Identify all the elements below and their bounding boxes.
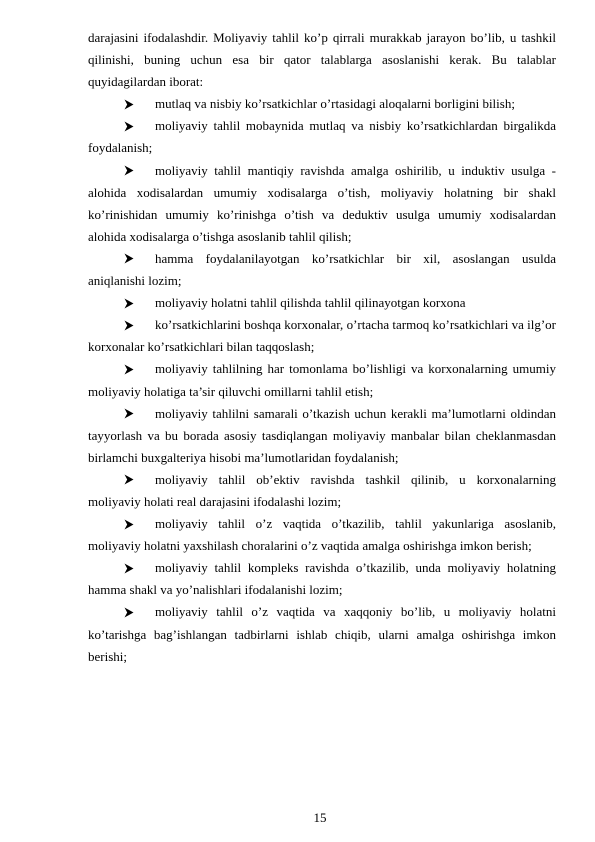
intro-paragraph: darajasini ifodalashdir. Moliyaviy tahlil ko’p qirrali murakkab jarayon bo’lib, u tashkil qilinishi, buning uchun esa bir qator talablarga asoslanishi kerak. Bu talablar quyidagilardan iborat:	[88, 30, 556, 90]
list-item	[88, 513, 556, 557]
list-item	[88, 115, 556, 159]
list-item-text: moliyaviy tahlil o’z vaqtida o’tkazilib, tahlil yakunlariga asoslanib, moliyaviy holatni yaxshilash choralarini o’z vaqtida amalga oshirishga imkon berish;	[88, 516, 556, 554]
list-item-text: ko’rsatkichlarini boshqa korxonalar, o’rtacha tarmoq ko’rsatkichlari va ilg’or korxonalar ko’rsatkichlari bilan taqqoslash;	[88, 317, 556, 355]
list-item-text: moliyaviy tahlil kompleks ravishda o’tkazilib, unda moliyaviy holatning hamma shakl va yo’nalishlari ifodalanishi lozim;	[88, 560, 556, 598]
list-item	[88, 160, 556, 248]
list-item	[88, 469, 556, 513]
list-item-text: moliyaviy tahlil ob’ektiv ravishda tashkil qilinib, u korxonalarning moliyaviy holati real darajasini ifodalashi lozim;	[88, 471, 556, 509]
list-item-text: moliyaviy tahlil o’z vaqtida va xaqqoniy bo’lib, u moliyaviy holatni ko’tarishga bag’ishlangan tadbirlarni ishlab chiqib, ularni amalga oshirishga imkon berishi;	[88, 604, 556, 664]
page-body	[88, 27, 556, 668]
arrowhead-bullet-icon	[124, 513, 136, 535]
arrowhead-bullet-icon	[124, 93, 136, 115]
requirements-list	[88, 93, 556, 667]
list-item	[88, 292, 556, 314]
list-item	[88, 358, 556, 402]
arrowhead-bullet-icon	[124, 314, 136, 336]
list-item	[88, 93, 556, 115]
arrowhead-bullet-icon	[124, 115, 136, 137]
arrowhead-bullet-icon	[124, 160, 136, 182]
list-item	[88, 403, 556, 469]
list-item-text: moliyaviy tahlil mantiqiy ravishda amalga oshirilib, u induktiv usulga - alohida xodisalardan umumiy xodisalarga o’tish, moliyaviy holatning bir shakl ko’rinishidan umumiy ko’rinishga o’tish va deduktiv usulga umumiy xodisalardan alohida xodisalarga o’tishga asoslanib tahlil qilish;	[88, 162, 556, 244]
list-item-text: moliyaviy holatni tahlil qilishda tahlil qilinayotgan korxona	[155, 295, 466, 311]
arrowhead-bullet-icon	[124, 557, 136, 579]
arrowhead-bullet-icon	[124, 248, 136, 270]
arrowhead-bullet-icon	[124, 601, 136, 623]
arrowhead-bullet-icon	[124, 403, 136, 425]
list-item-text: moliyaviy tahlil mobaynida mutlaq va nisbiy ko’rsatkichlardan birgalikda foydalanish;	[88, 118, 556, 156]
page-number: 15	[313, 810, 327, 825]
list-item	[88, 557, 556, 601]
list-item	[88, 314, 556, 358]
list-item	[88, 248, 556, 292]
arrowhead-bullet-icon	[124, 358, 136, 380]
list-item-text: hamma foydalanilayotgan ko’rsatkichlar bir xil, asoslangan usulda aniqlanishi lozim;	[88, 250, 556, 289]
arrowhead-bullet-icon	[124, 469, 136, 491]
arrowhead-bullet-icon	[124, 292, 136, 314]
list-item-text: moliyaviy tahlilning har tomonlama bo’lishligi va korxonalarning umumiy moliyaviy holatiga ta’sir qiluvchi omillarni tahlil etish;	[88, 361, 556, 399]
list-item	[88, 601, 556, 667]
list-item-text: mutlaq va nisbiy ko’rsatkichlar o’rtasidagi aloqalarni borligini bilish;	[155, 96, 515, 112]
list-item-text: moliyaviy tahlilni samarali o’tkazish uchun kerakli ma’lumotlarni oldindan tayyorlash va bu borada asosiy tasdiqlangan moliyaviy manbalar bilan cheklanmasdan birlamchi buxgalteriya hisobi ma’lumotlaridan foydalanish;	[88, 405, 556, 465]
